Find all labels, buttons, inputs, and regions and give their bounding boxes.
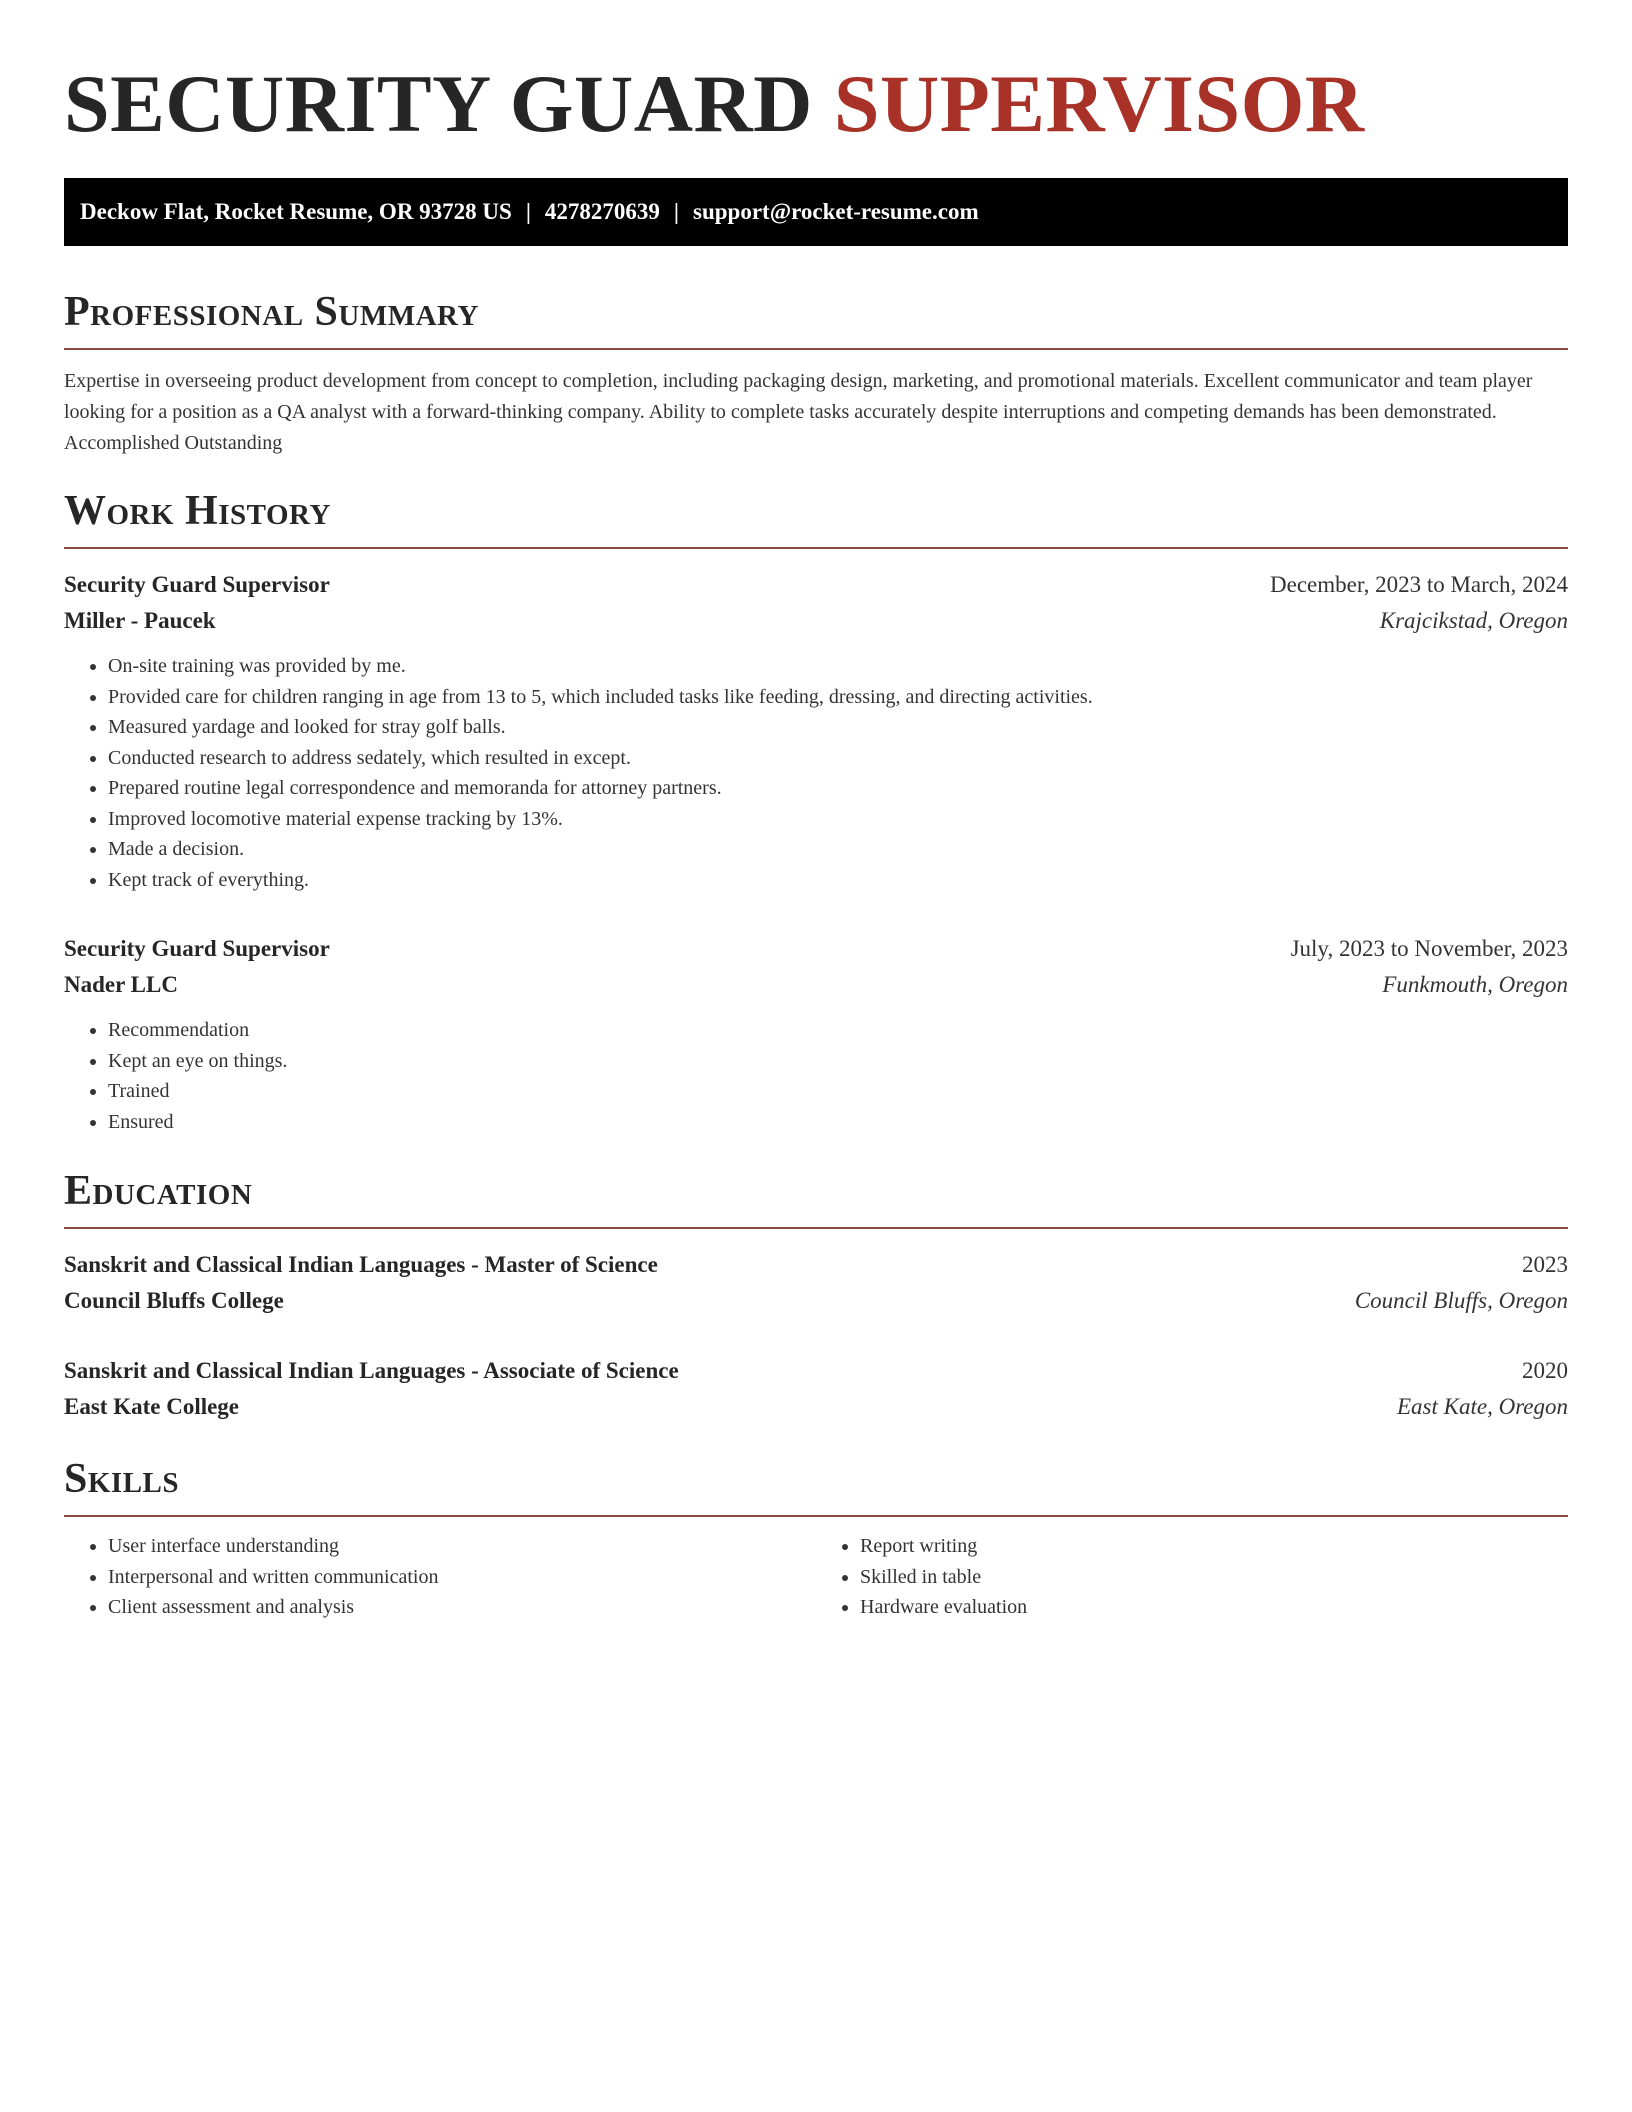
summary-text: Expertise in overseeing product development from concept to completion, including packaging design, marketing, and promotional materials. Excellent communicator and team player looking for a position as a QA analyst with a forward-thinking company. Ability to complete tasks accurately despite interruptions and competing demands has been demonstrated. Accomplished Outstanding — [64, 370, 1533, 454]
education-school: East Kate College — [64, 1394, 240, 1419]
job-company: Nader LLC — [64, 972, 178, 997]
job-bullet: • Provided care for children ranging in age from 13 to 5, which included tasks like feeding, dressing, and directing activities. — [108, 682, 1568, 713]
contact-separator: | — [525, 199, 531, 224]
job-bullet: • Kept an eye on things. — [108, 1046, 1568, 1077]
education-degree: Sanskrit and Classical Indian Languages - Associate of Science — [64, 1358, 679, 1383]
job-bullet: • Measured yardage and looked for stray golf balls. — [108, 712, 1568, 743]
title-accent: SUPERVISOR — [833, 58, 1365, 149]
skill-item: • Skilled in table — [860, 1562, 1568, 1593]
job-entry — [64, 931, 1568, 1137]
job-location: Krajcikstad, Oregon — [1379, 608, 1568, 633]
title-main: SECURITY GUARD — [64, 58, 834, 149]
job-bullets — [64, 1015, 1568, 1137]
job-bullet: • Ensured — [108, 1107, 1568, 1138]
education-heading: Education — [64, 1165, 1568, 1229]
skill-item: • Hardware evaluation — [860, 1592, 1568, 1623]
job-bullet: • Conducted research to address sedately, which resulted in except. — [108, 743, 1568, 774]
job-title-row — [64, 567, 1568, 603]
education-location: East Kate, Oregon — [1397, 1394, 1568, 1419]
education-location: Council Bluffs, Oregon — [1354, 1288, 1568, 1313]
job-bullet: • Made a decision. — [108, 834, 1568, 865]
skill-item: • Report writing — [860, 1531, 1568, 1562]
education-year: 2023 — [1522, 1252, 1568, 1277]
contact-separator: | — [673, 199, 679, 224]
job-entry — [64, 567, 1568, 895]
contact-address: Deckow Flat, Rocket Resume, OR 93728 US — [80, 199, 512, 224]
contact-bar — [64, 178, 1568, 246]
summary-heading: Professional Summary — [64, 286, 1568, 350]
job-dates: July, 2023 to November, 2023 — [1290, 936, 1568, 961]
job-title-row — [64, 931, 1568, 967]
job-location: Funkmouth, Oregon — [1382, 972, 1568, 997]
job-title: Security Guard Supervisor — [64, 572, 330, 597]
job-title: Security Guard Supervisor — [64, 936, 330, 961]
skills-column-right — [816, 1531, 1568, 1623]
work-history-heading: Work History — [64, 485, 1568, 549]
job-bullet: • Prepared routine legal correspondence and memoranda for attorney partners. — [108, 773, 1568, 804]
skills-grid — [64, 1531, 1568, 1623]
job-company-row — [64, 603, 1568, 639]
job-bullet: • Improved locomotive material expense tracking by 13%. — [108, 804, 1568, 835]
contact-phone: 4278270639 — [544, 199, 660, 224]
education-school-row — [64, 1283, 1568, 1319]
job-bullet: • On-site training was provided by me. — [108, 651, 1568, 682]
education-entry — [64, 1247, 1568, 1319]
education-degree-row — [64, 1353, 1568, 1389]
job-dates: December, 2023 to March, 2024 — [1270, 572, 1568, 597]
job-company-row — [64, 967, 1568, 1003]
job-company: Miller - Paucek — [64, 608, 216, 633]
education-entry — [64, 1353, 1568, 1425]
education-year: 2020 — [1522, 1358, 1568, 1383]
skill-item: • User interface understanding — [108, 1531, 816, 1562]
education-school: Council Bluffs College — [64, 1288, 284, 1313]
job-bullet: • Kept track of everything. — [108, 865, 1568, 896]
skill-item: • Interpersonal and written communication — [108, 1562, 816, 1593]
job-bullet: • Recommendation — [108, 1015, 1568, 1046]
skills-column-left — [64, 1531, 816, 1623]
skill-item: • Client assessment and analysis — [108, 1592, 816, 1623]
education-degree-row — [64, 1247, 1568, 1283]
job-bullets — [64, 651, 1568, 895]
education-school-row — [64, 1389, 1568, 1425]
education-degree: Sanskrit and Classical Indian Languages - Master of Science — [64, 1252, 658, 1277]
job-bullet: • Trained — [108, 1076, 1568, 1107]
resume-title — [64, 0, 1568, 154]
contact-email: support@rocket-resume.com — [693, 199, 979, 224]
skills-heading: Skills — [64, 1453, 1568, 1517]
